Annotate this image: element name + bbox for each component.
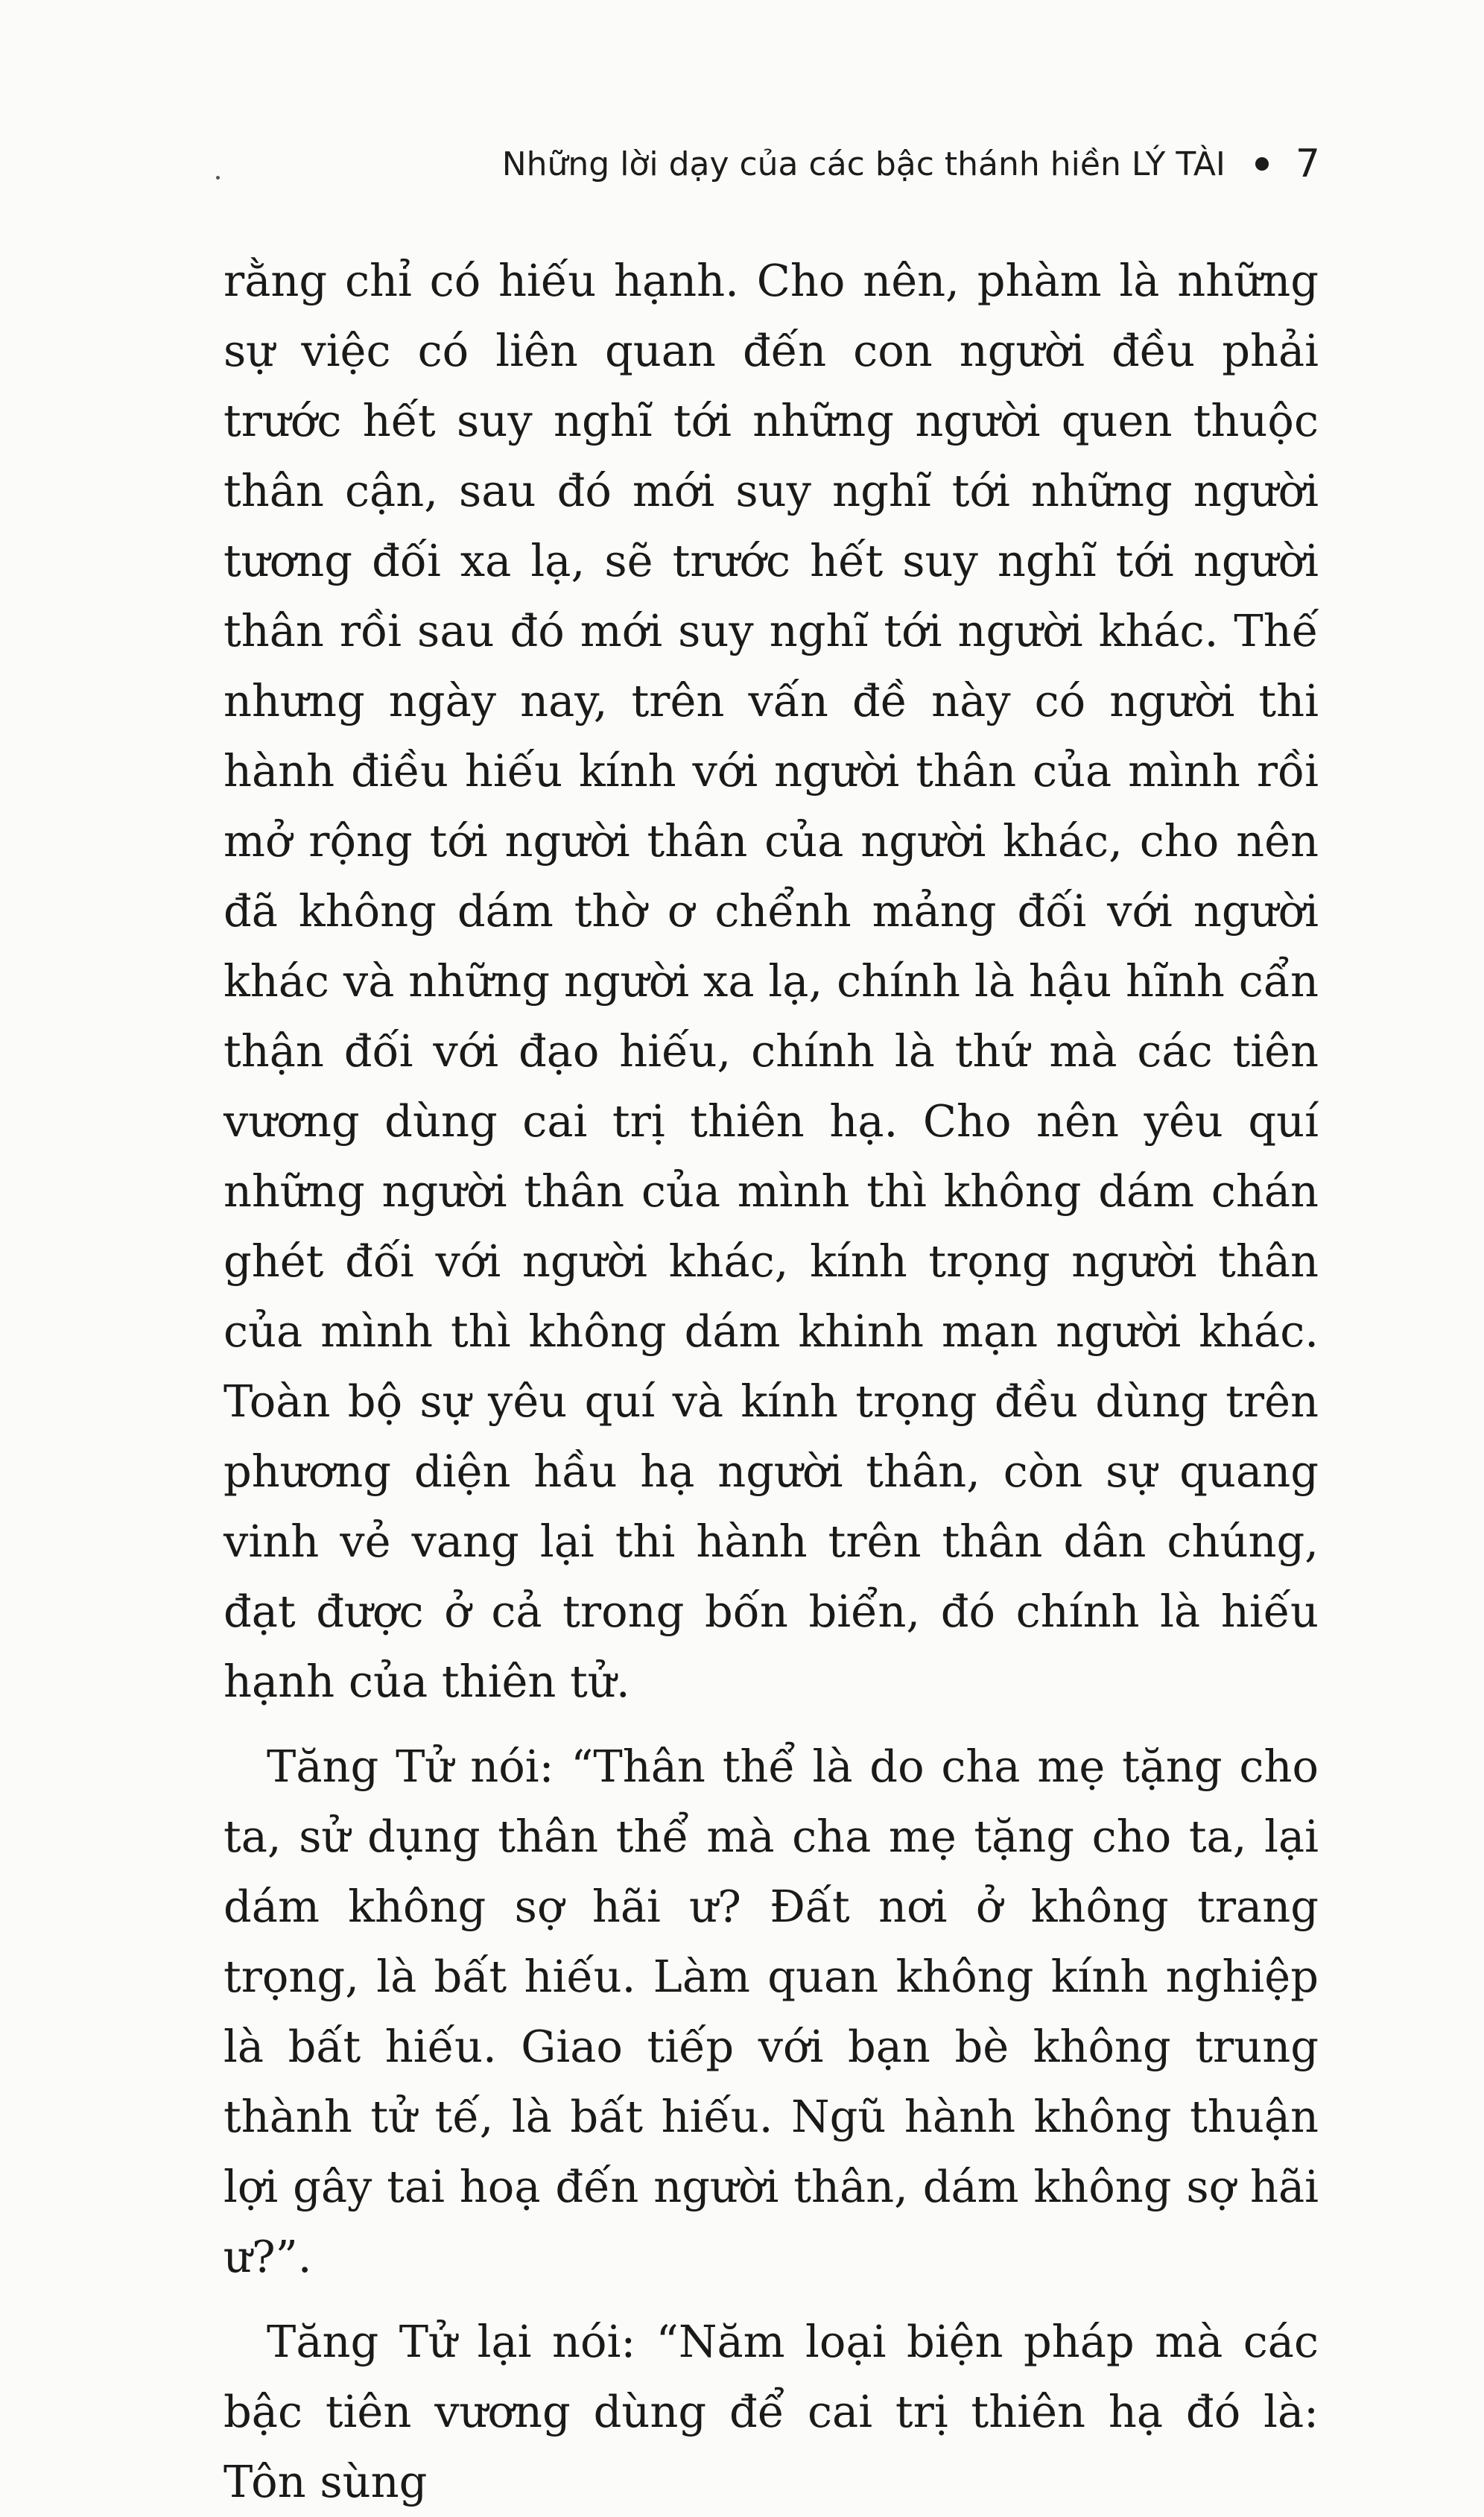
running-header [372,127,1320,201]
paragraph-continued: rằng chỉ có hiếu hạnh. Cho nên, phàm là những sự việc có liên quan đến con người đều phải trước hết suy nghĩ tới những người quen thuộc thân cận, sau đó mới suy nghĩ tới những người tương đối xa lạ, sẽ trước hết suy nghĩ tới người thân rồi sau đó mới suy nghĩ tới người khác. Thế nhưng ngày nay, trên vấn đề này có người thi hành điều hiếu kính với người thân của mình rồi mở rộng tới người thân của người khác, cho nên đã không dám thờ ơ chểnh mảng đối với người khác và những người xa lạ, chính là hậu hĩnh cẩn thận đối với đạo hiếu, chính là thứ mà các tiên vương dùng cai trị thiên hạ. Cho nên yêu quí những người thân của mình thì không dám chán ghét đối với người khác, kính trọng người thân của mình thì không dám khinh mạn người khác. Toàn bộ sự yêu quí và kính trọng đều dùng trên phương diện hầu hạ người thân, còn sự quang vinh vẻ vang lại thi hành trên thân dân chúng, đạt được ở cả trong bốn biển, đó chính là hiếu hạnh của thiên tử. [223,255,1319,1707]
print-speck [216,176,220,180]
header-bullet-icon [1255,157,1269,171]
page-number: 7 [1295,142,1320,186]
body-text [223,246,1319,2517]
paragraph-tang-tu-again-said: Tăng Tử lại nói: “Năm loại biện pháp mà các bậc tiên vương dùng để cai trị thiên hạ đó là: Tôn sùng [223,2316,1319,2507]
running-title: Những lời dạy của các bậc thánh hiền LÝ TÀI [501,145,1225,183]
paragraph-tang-tu-said: Tăng Tử nói: “Thân thể là do cha mẹ tặng cho ta, sử dụng thân thể mà cha mẹ tặng cho ta, lại dám không sợ hãi ư? Đất nơi ở không trang trọng, là bất hiếu. Làm quan không kính nghiệp là bất hiếu. Giao tiếp với bạn bè không trung thành tử tế, là bất hiếu. Ngũ hành không thuận lợi gây tai hoạ đến người thân, dám không sợ hãi ư?”. [223,1741,1319,2282]
